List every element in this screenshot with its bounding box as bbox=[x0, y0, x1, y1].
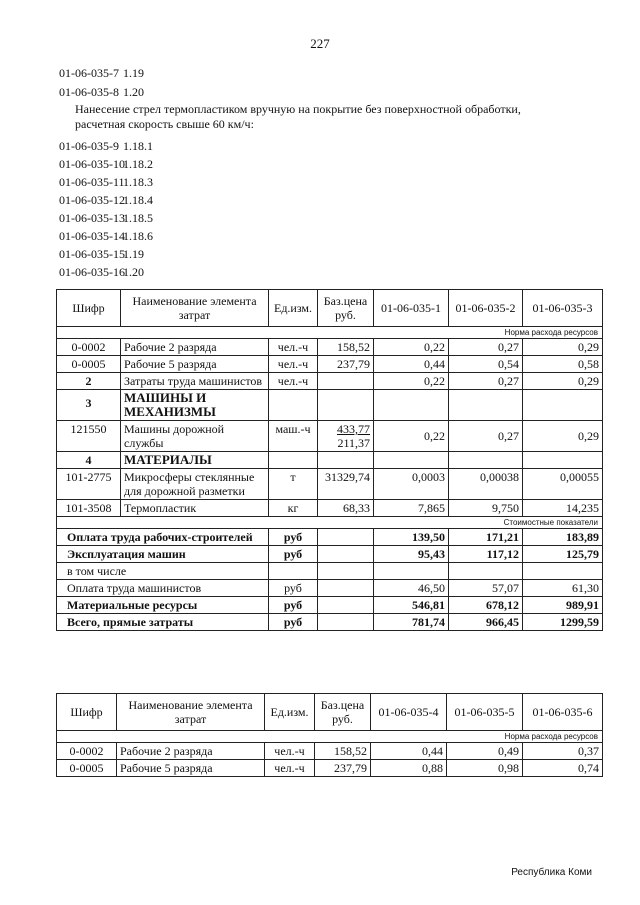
code-line bbox=[59, 175, 153, 190]
cost-row bbox=[57, 529, 603, 546]
table-row bbox=[57, 339, 603, 356]
code-ref: 1.20 bbox=[123, 265, 144, 279]
cell-value: 0,98 bbox=[447, 760, 523, 777]
cell-value: 0,44 bbox=[374, 356, 449, 373]
cell-cipher: 101-3508 bbox=[57, 500, 121, 517]
cell-price: 158,52 bbox=[318, 339, 374, 356]
code-line bbox=[59, 247, 144, 262]
code-ref: 1.18.6 bbox=[123, 229, 153, 243]
code-line bbox=[59, 229, 153, 244]
cost-value: 95,43 bbox=[374, 546, 449, 563]
cost-value: 1299,59 bbox=[523, 614, 603, 631]
header-col-1: 01-06-035-4 bbox=[371, 694, 447, 731]
header-cipher: Шифр bbox=[57, 290, 121, 327]
cell-value: 7,865 bbox=[374, 500, 449, 517]
code: 01-06-035-14 bbox=[59, 229, 125, 243]
cost-value: 46,50 bbox=[374, 580, 449, 597]
table-row bbox=[57, 469, 603, 500]
cost-value: 781,74 bbox=[374, 614, 449, 631]
description-line-2: расчетная скорость свыше 60 км/ч: bbox=[75, 117, 254, 131]
cell-value: 0,29 bbox=[523, 421, 603, 452]
code-ref: 1.18.1 bbox=[123, 139, 153, 153]
cell-cipher: 0-0005 bbox=[57, 760, 117, 777]
price-value: 433,77 bbox=[337, 422, 370, 436]
cell-unit: чел.-ч bbox=[265, 760, 315, 777]
footer-region: Республика Коми bbox=[511, 867, 592, 878]
cell-value: 0,37 bbox=[523, 743, 603, 760]
cell-value: 0,22 bbox=[374, 421, 449, 452]
code-line bbox=[59, 66, 144, 81]
cost-unit: руб bbox=[269, 546, 318, 563]
code: 01-06-035-7 bbox=[59, 66, 119, 80]
code: 01-06-035-15 bbox=[59, 247, 125, 261]
code: 01-06-035-13 bbox=[59, 211, 125, 225]
resource-table-1 bbox=[56, 289, 603, 631]
code-line bbox=[59, 193, 153, 208]
cell-value: 0,27 bbox=[449, 373, 523, 390]
header-price: Баз.цена руб. bbox=[315, 694, 371, 731]
cell-unit: чел.-ч bbox=[269, 339, 318, 356]
cell-cipher: 0-0002 bbox=[57, 743, 117, 760]
code-ref: 1.18.3 bbox=[123, 175, 153, 189]
table-row bbox=[57, 373, 603, 390]
table-row bbox=[57, 500, 603, 517]
cell-value: 0,58 bbox=[523, 356, 603, 373]
cost-name: Всего, прямые затраты bbox=[57, 614, 269, 631]
resource-table-2 bbox=[56, 693, 603, 777]
cell-unit: чел.-ч bbox=[269, 356, 318, 373]
cell-unit: чел.-ч bbox=[269, 373, 318, 390]
cell-value: 0,00055 bbox=[523, 469, 603, 500]
header-unit: Ед.изм. bbox=[265, 694, 315, 731]
cost-row bbox=[57, 563, 603, 580]
cell-name: Рабочие 2 разряда bbox=[121, 339, 269, 356]
cell-unit: маш.-ч bbox=[269, 421, 318, 452]
cell-name: Рабочие 5 разряда bbox=[117, 760, 265, 777]
code-line bbox=[59, 211, 153, 226]
cost-value: 57,07 bbox=[449, 580, 523, 597]
cell-value: 0,49 bbox=[447, 743, 523, 760]
cell-value: 0,54 bbox=[449, 356, 523, 373]
cost-name: Оплата труда рабочих-строителей bbox=[57, 529, 269, 546]
cost-row bbox=[57, 580, 603, 597]
cell-price: 31329,74 bbox=[318, 469, 374, 500]
section-row bbox=[57, 452, 603, 469]
cost-name: Эксплуатация машин bbox=[57, 546, 269, 563]
cell-unit: кг bbox=[269, 500, 318, 517]
cost-label-row bbox=[57, 517, 603, 529]
cell-name: Рабочие 2 разряда bbox=[117, 743, 265, 760]
cell-cipher: 0-0005 bbox=[57, 356, 121, 373]
cell-name: Термопластик bbox=[121, 500, 269, 517]
code: 01-06-035-8 bbox=[59, 85, 119, 99]
cost-row bbox=[57, 546, 603, 563]
page-number: 227 bbox=[310, 36, 330, 51]
cell-name: Затраты труда машинистов bbox=[121, 373, 269, 390]
cost-unit: руб bbox=[269, 580, 318, 597]
header-col-1: 01-06-035-1 bbox=[374, 290, 449, 327]
cell-value: 0,22 bbox=[374, 339, 449, 356]
cost-label: Стоимостные показатели bbox=[57, 517, 603, 529]
cell-price bbox=[318, 421, 374, 452]
cost-row bbox=[57, 597, 603, 614]
cell-value: 9,750 bbox=[449, 500, 523, 517]
cell-value: 0,29 bbox=[523, 339, 603, 356]
cell-value: 0,0003 bbox=[374, 469, 449, 500]
cell-cipher: 2 bbox=[57, 373, 121, 390]
table-header bbox=[57, 290, 603, 327]
cell-value: 0,00038 bbox=[449, 469, 523, 500]
code-line bbox=[59, 85, 144, 100]
cost-value: 171,21 bbox=[449, 529, 523, 546]
code: 01-06-035-9 bbox=[59, 139, 119, 153]
cell-cipher: 3 bbox=[57, 390, 121, 421]
cost-name: Оплата труда машинистов bbox=[57, 580, 269, 597]
table-row bbox=[57, 760, 603, 777]
cell-name: Рабочие 5 разряда bbox=[121, 356, 269, 373]
table-row bbox=[57, 421, 603, 452]
norm-label-row bbox=[57, 731, 603, 743]
cost-value: 678,12 bbox=[449, 597, 523, 614]
code-line bbox=[59, 157, 153, 172]
norm-label: Норма расхода ресурсов bbox=[57, 731, 603, 743]
table-row bbox=[57, 743, 603, 760]
section-title: МАТЕРИАЛЫ bbox=[121, 452, 269, 469]
cell-value: 0,27 bbox=[449, 339, 523, 356]
cell-value: 14,235 bbox=[523, 500, 603, 517]
cell-name: Машины дорожной службы bbox=[121, 421, 269, 452]
cost-name: Материальные ресурсы bbox=[57, 597, 269, 614]
norm-label-row bbox=[57, 327, 603, 339]
description-line-1: Нанесение стрел термопластиком вручную на покрытие без поверхностной обработки, bbox=[75, 102, 521, 116]
header-price: Баз.цена руб. bbox=[318, 290, 374, 327]
code: 01-06-035-10 bbox=[59, 157, 125, 171]
cost-row bbox=[57, 614, 603, 631]
code-ref: 1.19 bbox=[123, 66, 144, 80]
header-col-2: 01-06-035-2 bbox=[449, 290, 523, 327]
cell-cipher: 121550 bbox=[57, 421, 121, 452]
header-col-3: 01-06-035-6 bbox=[523, 694, 603, 731]
cell-cipher: 0-0002 bbox=[57, 339, 121, 356]
code-ref: 1.18.4 bbox=[123, 193, 153, 207]
code: 01-06-035-12 bbox=[59, 193, 125, 207]
cell-value: 0,22 bbox=[374, 373, 449, 390]
table-header bbox=[57, 694, 603, 731]
cell-value: 0,74 bbox=[523, 760, 603, 777]
header-col-2: 01-06-035-5 bbox=[447, 694, 523, 731]
cell-value: 0,29 bbox=[523, 373, 603, 390]
price-value-2: 211,37 bbox=[337, 436, 370, 450]
header-cipher: Шифр bbox=[57, 694, 117, 731]
cell-price: 237,79 bbox=[318, 356, 374, 373]
cost-value: 125,79 bbox=[523, 546, 603, 563]
code: 01-06-035-16 bbox=[59, 265, 125, 279]
header-name: Наименование элемента затрат bbox=[117, 694, 265, 731]
section-row bbox=[57, 390, 603, 421]
cost-unit: руб bbox=[269, 529, 318, 546]
code-ref: 1.19 bbox=[123, 247, 144, 261]
cell-price: 158,52 bbox=[315, 743, 371, 760]
code-ref: 1.20 bbox=[123, 85, 144, 99]
cell-name: Микросферы стеклянные для дорожной разметки bbox=[121, 469, 269, 500]
cell-unit: чел.-ч bbox=[265, 743, 315, 760]
cost-value: 966,45 bbox=[449, 614, 523, 631]
header-col-3: 01-06-035-3 bbox=[523, 290, 603, 327]
section-title: МАШИНЫ И МЕХАНИЗМЫ bbox=[121, 390, 269, 421]
code-ref: 1.18.2 bbox=[123, 157, 153, 171]
cell-value: 0,27 bbox=[449, 421, 523, 452]
code-line bbox=[59, 139, 153, 154]
cell-cipher: 101-2775 bbox=[57, 469, 121, 500]
cost-value: 61,30 bbox=[523, 580, 603, 597]
cell-price: 237,79 bbox=[315, 760, 371, 777]
cost-value: 546,81 bbox=[374, 597, 449, 614]
cost-value: 139,50 bbox=[374, 529, 449, 546]
cost-value: 117,12 bbox=[449, 546, 523, 563]
cost-value: 183,89 bbox=[523, 529, 603, 546]
header-unit: Ед.изм. bbox=[269, 290, 318, 327]
table-row bbox=[57, 356, 603, 373]
cost-unit: руб bbox=[269, 597, 318, 614]
norm-label: Норма расхода ресурсов bbox=[57, 327, 603, 339]
cell-price: 68,33 bbox=[318, 500, 374, 517]
code-line bbox=[59, 265, 144, 280]
header-name: Наименование элемента затрат bbox=[121, 290, 269, 327]
section-description bbox=[75, 102, 575, 132]
cell-value: 0,88 bbox=[371, 760, 447, 777]
cell-cipher: 4 bbox=[57, 452, 121, 469]
cost-unit: руб bbox=[269, 614, 318, 631]
cell-price bbox=[318, 373, 374, 390]
cell-value: 0,44 bbox=[371, 743, 447, 760]
cost-value: 989,91 bbox=[523, 597, 603, 614]
cost-name: в том числе bbox=[57, 563, 269, 580]
code-ref: 1.18.5 bbox=[123, 211, 153, 225]
code: 01-06-035-11 bbox=[59, 175, 125, 189]
cell-unit: т bbox=[269, 469, 318, 500]
